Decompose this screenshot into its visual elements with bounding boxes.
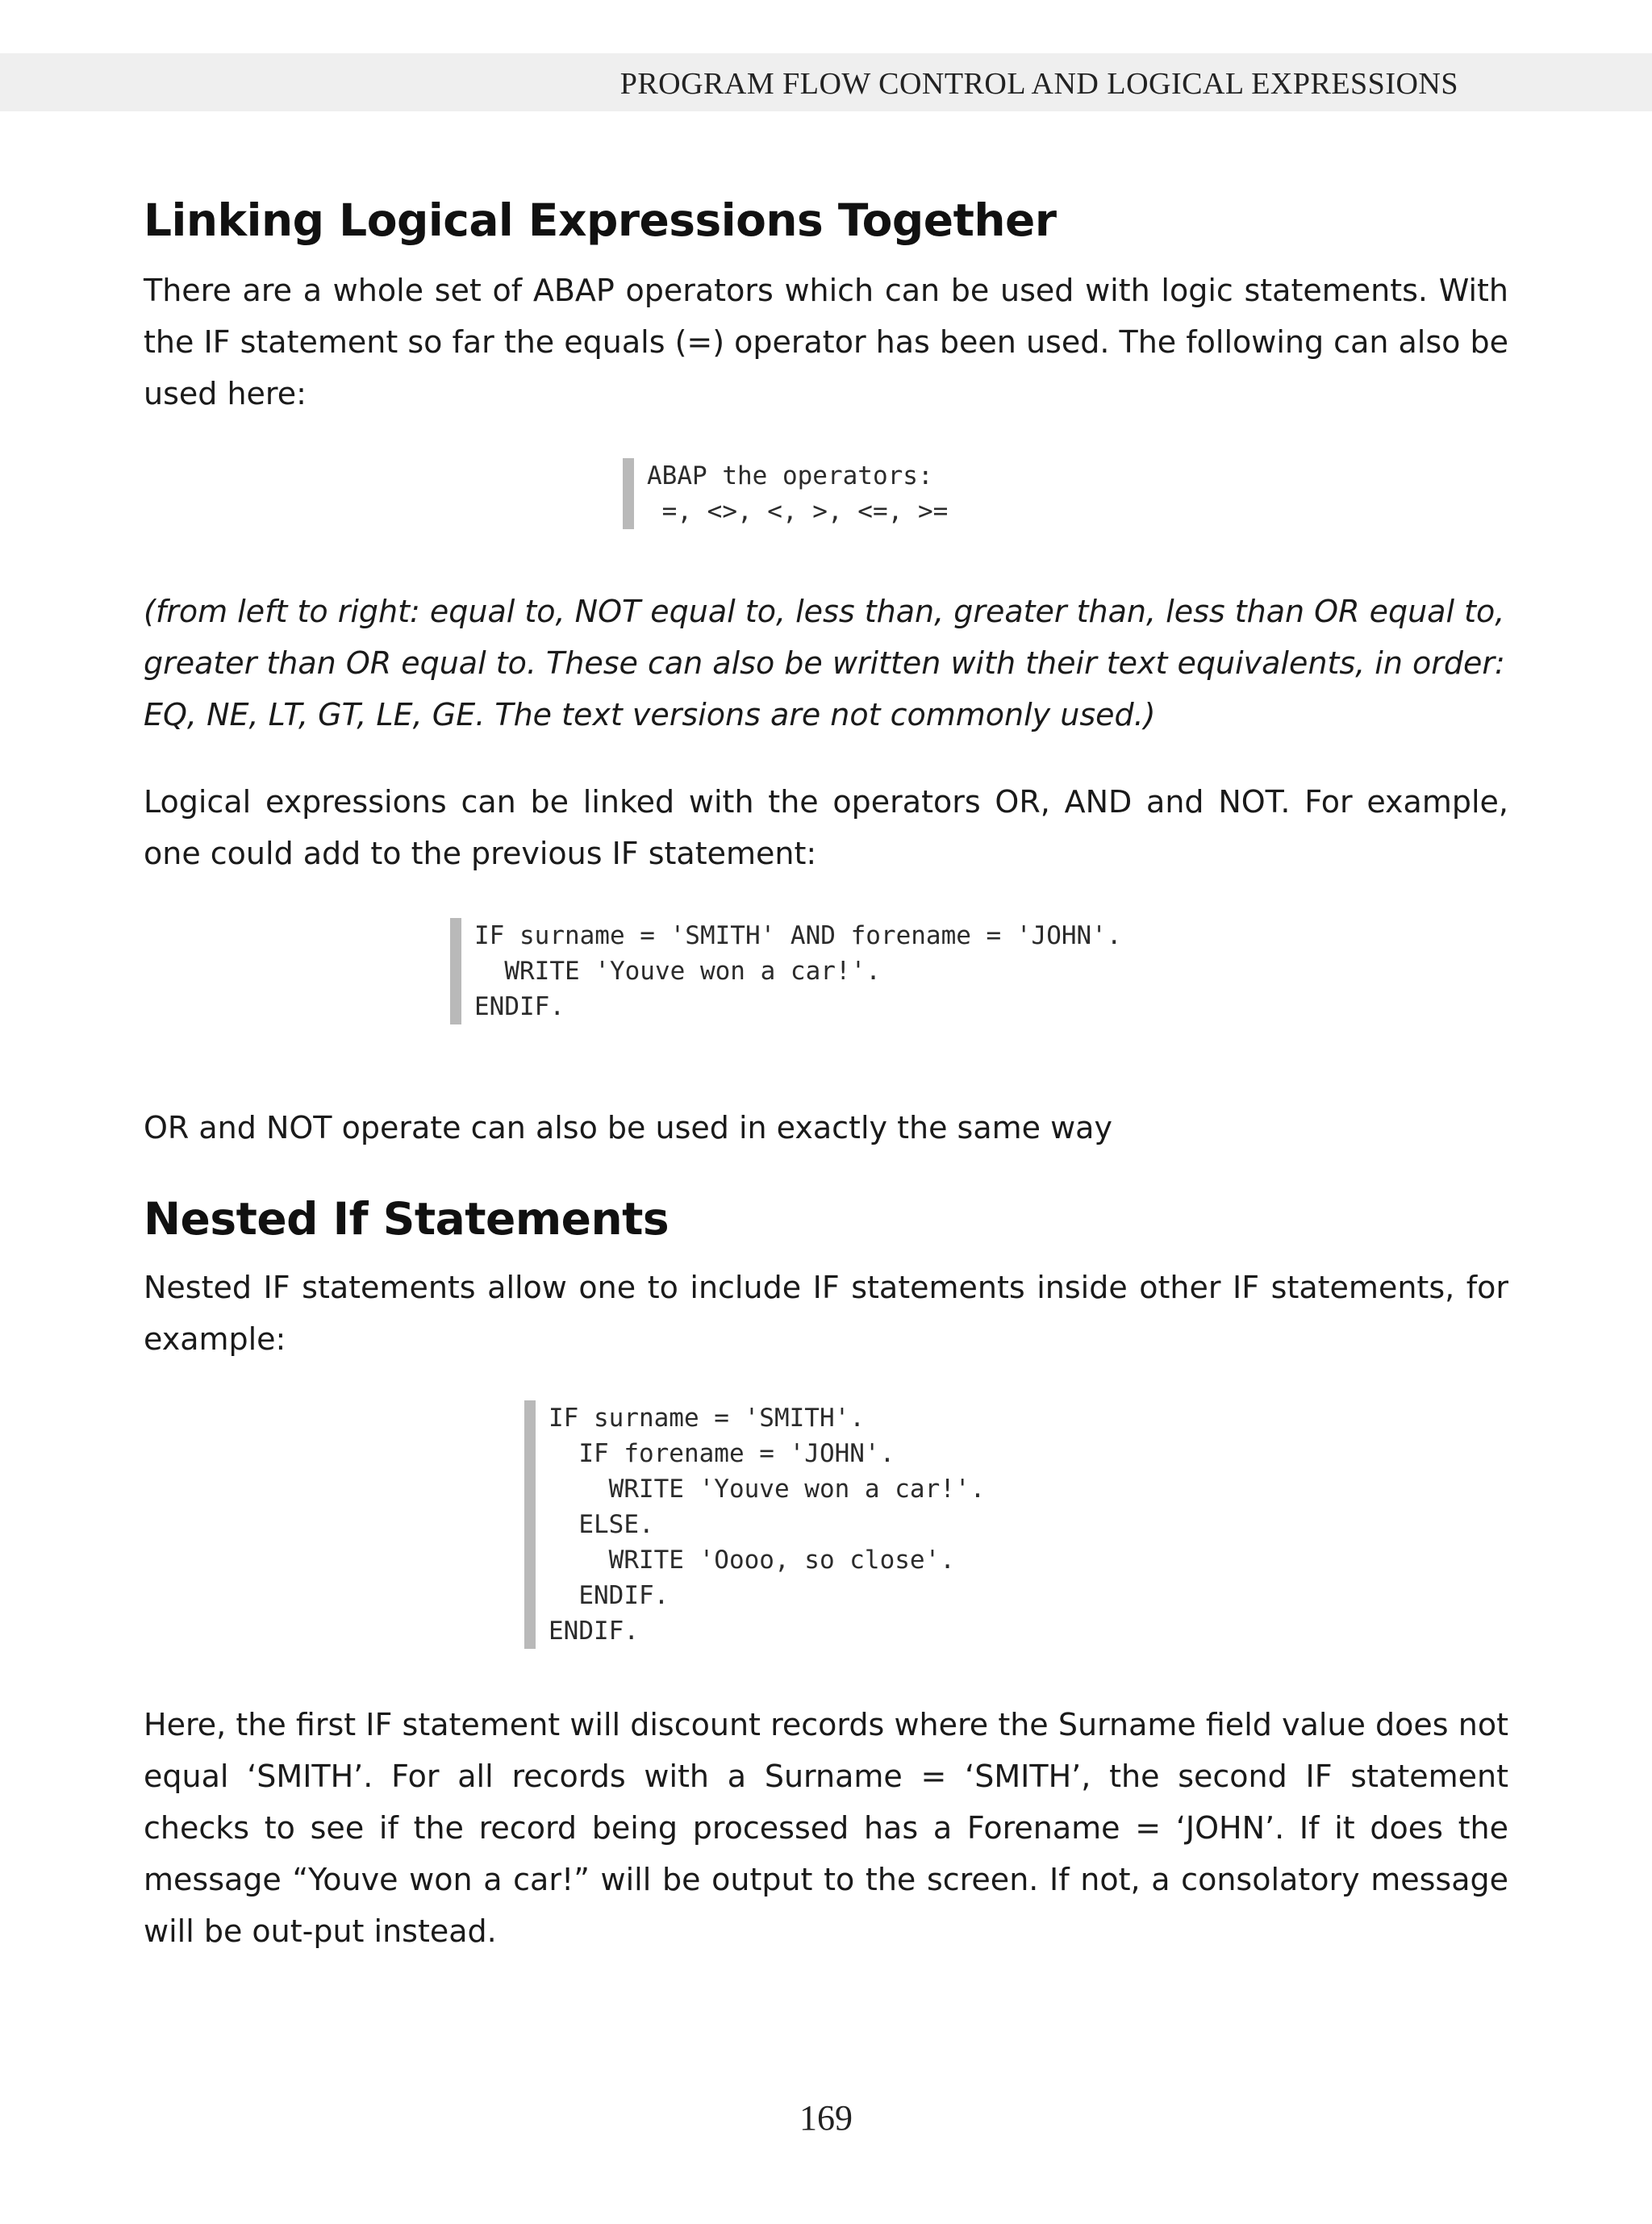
- nested-intro-paragraph: Nested IF statements allow one to include IF statements inside other IF statements, for example:: [144, 1270, 1508, 1357]
- page-number: 169: [799, 2098, 853, 2138]
- operators-note: (from left to right: equal to, NOT equal to, less than, greater than, less than OR equal to, greater than OR equal to. These can also be written with their text equivalents, in order: EQ, NE, LT, GT, LE, GE. The text versions are not commonly used.): [144, 594, 1505, 732]
- code-line: WRITE 'Youve won a car!'.: [474, 957, 881, 986]
- code-line: IF surname = 'SMITH' AND forename = 'JOHN'.: [474, 921, 1122, 950]
- linking-paragraph: Logical expressions can be linked with the operators OR, AND and NOT. For example, one could add to the previous IF statement:: [144, 784, 1508, 871]
- code-line: ENDIF.: [474, 992, 565, 1021]
- code-block-operators: [623, 458, 948, 529]
- section-heading-nested: Nested If Statements: [144, 1193, 670, 1245]
- explanation-paragraph: Here, the first IF statement will discount records where the Surname field value does not equal ‘SMITH’. For all records with a Surname = ‘SMITH’, the second IF statement checks to see if the record being processed has a Forename = ‘JOHN’. If it does the message “Youve won a car!” will be output to the screen. If not, a consolatory message will be out-put instead.: [144, 1707, 1508, 1949]
- running-header: [0, 53, 1652, 111]
- code-block-and-example: [450, 918, 1122, 1024]
- intro-paragraph: There are a whole set of ABAP operators which can be used with logic statements. With the IF statement so far the equals (=) operator has been used. The following can also be used here:: [144, 273, 1508, 411]
- code-line: ENDIF.: [549, 1581, 670, 1610]
- code-line: IF surname = 'SMITH'.: [549, 1404, 865, 1433]
- code-line: ENDIF.: [549, 1617, 639, 1646]
- code-line: ELSE.: [549, 1510, 654, 1539]
- code-block-nested-example: [524, 1400, 985, 1649]
- code-line: ABAP the operators:: [647, 461, 933, 490]
- running-header-title: PROGRAM FLOW CONTROL AND LOGICAL EXPRESSIONS: [620, 67, 1458, 101]
- code-line: =, <>, <, >, <=, >=: [647, 497, 949, 526]
- section-heading-linking: Linking Logical Expressions Together: [144, 194, 1057, 246]
- code-line: WRITE 'Oooo, so close'.: [549, 1546, 955, 1575]
- or-not-paragraph: OR and NOT operate can also be used in exactly the same way: [144, 1110, 1112, 1145]
- code-line: IF forename = 'JOHN'.: [549, 1439, 895, 1468]
- code-line: WRITE 'Youve won a car!'.: [549, 1475, 986, 1504]
